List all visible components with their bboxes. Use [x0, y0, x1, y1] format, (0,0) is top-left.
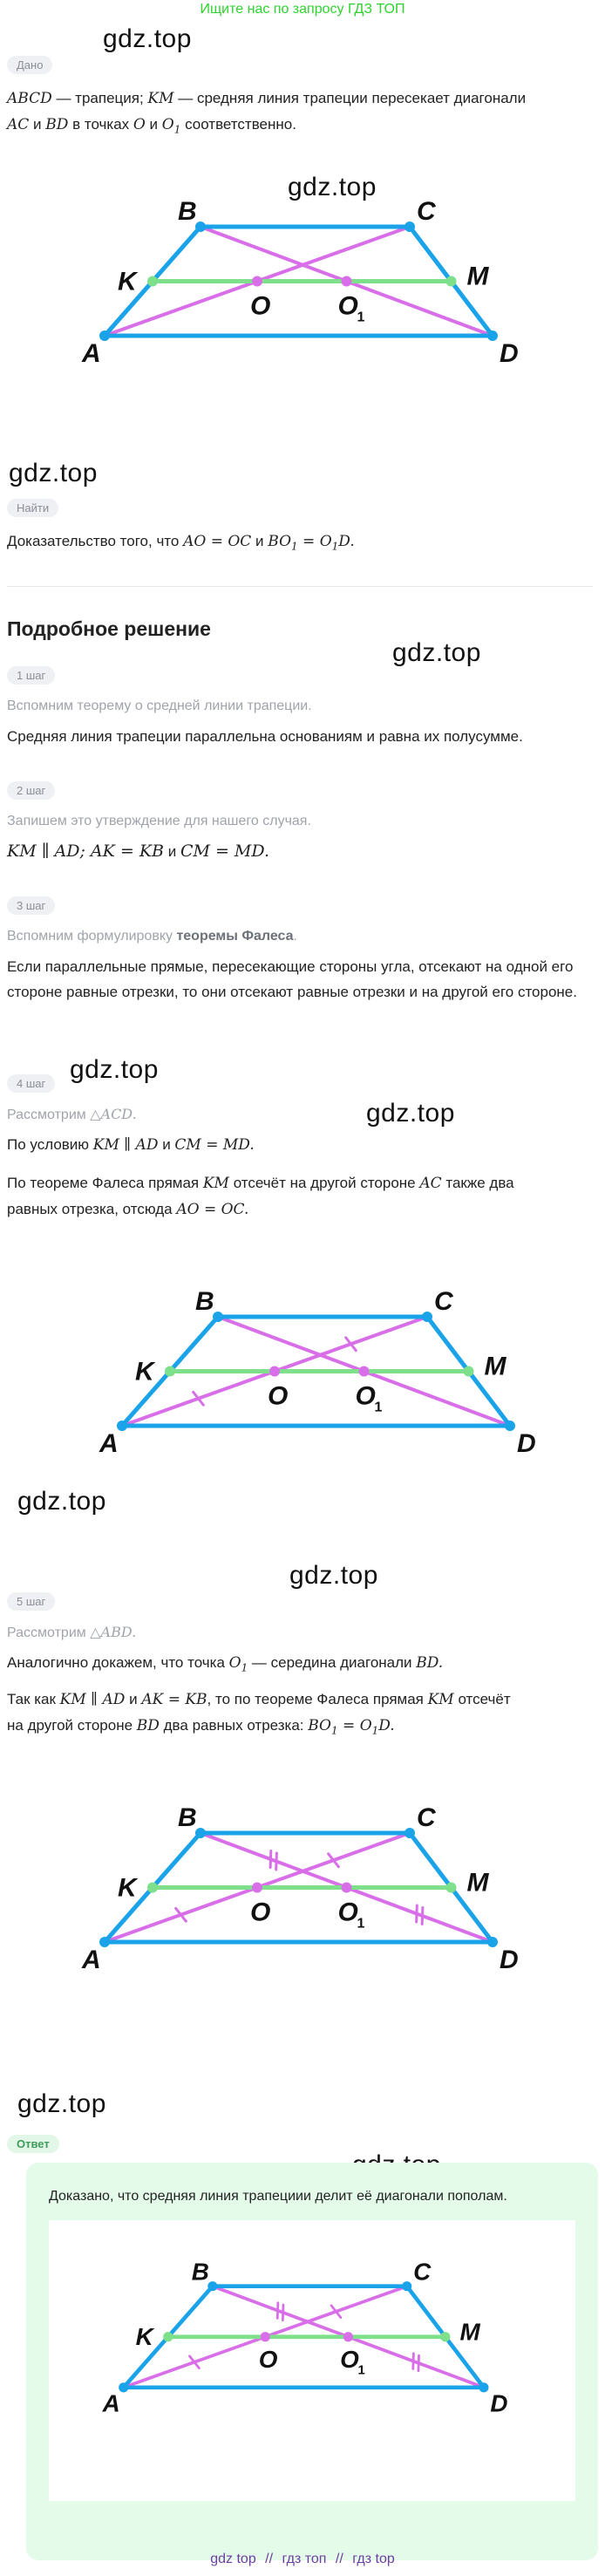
footer-separator: // — [265, 2552, 274, 2566]
find-text — [7, 528, 596, 559]
vertex-label-o: O — [258, 2346, 278, 2374]
text: и — [145, 116, 162, 133]
point-dot — [343, 2332, 353, 2341]
step-label: 3 шаг — [7, 896, 55, 915]
vertex-label-subscript: 1 — [357, 2363, 365, 2378]
math: BD — [136, 1717, 160, 1734]
footer-link[interactable]: гдз top — [352, 2552, 395, 2566]
vertex-label-a: A — [99, 1429, 119, 1458]
math: AC — [7, 116, 30, 133]
text: Вспомним формулировку — [7, 929, 177, 944]
watermark: gdz.top — [366, 1099, 455, 1128]
point-dot — [422, 1312, 432, 1322]
watermark: gdz.top — [70, 1055, 159, 1084]
point-dot — [487, 1937, 498, 1947]
text: теоремы Фалеса — [176, 929, 294, 944]
vertex-label-m: M — [484, 1352, 506, 1381]
step-note — [7, 1104, 137, 1126]
step-text — [7, 1132, 596, 1158]
step-label: 2 шаг — [7, 781, 55, 800]
step-note: Запишем это утверждение для нашего случая. — [7, 814, 311, 828]
math: O — [133, 116, 146, 133]
step-4-label-wrap — [7, 1074, 55, 1093]
math: BD. — [416, 1654, 444, 1672]
math: KM ∥ AD — [59, 1691, 126, 1708]
vertex-label-d: D — [490, 2389, 508, 2417]
math: = O — [337, 1717, 372, 1734]
answer-text: Доказано, что средняя линия трапециии делит её диагонали пополам. — [49, 2189, 507, 2204]
math: = O — [297, 533, 332, 550]
point-dot — [359, 1366, 370, 1377]
watermark: gdz.top — [288, 173, 377, 201]
step-text: Средняя линия трапеции параллельна основаниям и равна их полусумме. — [7, 728, 523, 745]
point-dot — [165, 1366, 175, 1377]
vertex-label-b: B — [178, 197, 197, 226]
math: △ABD. — [90, 1624, 137, 1640]
math: BO — [308, 1717, 331, 1734]
vertex-label-o1: O — [355, 1381, 376, 1411]
math: AO = OC — [183, 533, 252, 550]
vertex-label-a: A — [82, 339, 101, 368]
vertex-label-m: M — [459, 2318, 480, 2346]
point-dot — [207, 2281, 217, 2291]
vertex-label-d: D — [500, 1946, 519, 1974]
text: По условию — [7, 1136, 93, 1153]
watermark: gdz.top — [9, 459, 98, 487]
text: Аналогично докажем, что точка — [7, 1654, 229, 1671]
vertex-label-a: A — [102, 2389, 120, 2417]
point-dot — [342, 1883, 352, 1893]
step-2-label-wrap — [7, 781, 55, 800]
segment-tick — [417, 1905, 418, 1922]
step-note — [7, 926, 297, 947]
vertex-label-c: C — [417, 1803, 436, 1832]
watermark: gdz.top — [17, 2089, 106, 2118]
point-dot — [446, 1883, 457, 1893]
point-dot — [213, 1312, 223, 1322]
text: Рассмотрим — [7, 1107, 91, 1122]
footer-link[interactable]: гдз топ — [282, 2552, 327, 2566]
math: KM ∥ AD; AK = KB — [7, 842, 164, 861]
point-dot — [252, 1883, 262, 1893]
point-dot — [195, 1828, 206, 1838]
vertex-label-m: M — [466, 262, 489, 291]
trapezoid-diagram — [75, 2246, 528, 2456]
vertex-label-d: D — [517, 1429, 536, 1458]
step-text — [7, 1170, 596, 1223]
vertex-label-subscript: 1 — [374, 1400, 383, 1415]
text: и — [158, 1136, 175, 1153]
text: и — [163, 843, 180, 860]
segment-tick — [277, 2303, 278, 2319]
footer-link[interactable]: gdz top — [210, 2552, 256, 2566]
step-note — [7, 1622, 136, 1644]
point-dot — [505, 1421, 515, 1431]
watermark: gdz.top — [289, 1561, 378, 1590]
vertex-label-d: D — [500, 339, 519, 368]
point-dot — [119, 2382, 128, 2392]
vertex-label-c: C — [417, 197, 436, 226]
math: CM = MD. — [174, 1136, 255, 1154]
text: равных отрезка, отсюда — [7, 1201, 177, 1217]
find-section — [7, 499, 58, 517]
step-label: 4 шаг — [7, 1074, 55, 1093]
point-dot — [261, 2332, 270, 2341]
math: AO = OC. — [176, 1201, 249, 1218]
point-dot — [479, 2382, 488, 2392]
math: D. — [378, 1717, 395, 1734]
vertex-label-a: A — [82, 1946, 101, 1974]
point-dot — [402, 2281, 411, 2291]
answer-label-wrap — [7, 2135, 59, 2153]
point-dot — [440, 2332, 450, 2341]
point-dot — [99, 1937, 110, 1947]
step-5-label-wrap — [7, 1592, 55, 1611]
segment-tick — [270, 1851, 271, 1868]
given-text — [7, 85, 596, 142]
text: отсечёт на другой стороне — [228, 1175, 420, 1191]
vertex-label-b: B — [195, 1287, 214, 1316]
point-dot — [487, 331, 498, 341]
math: O — [161, 116, 174, 133]
trapezoid-diagram — [52, 1798, 540, 2007]
math: O — [228, 1654, 241, 1672]
vertex-label-c: C — [434, 1287, 453, 1316]
point-dot — [342, 276, 352, 287]
point-dot — [404, 221, 415, 232]
math: BD — [45, 116, 69, 133]
text: в точках — [68, 116, 133, 133]
text: на другой стороне — [7, 1717, 137, 1734]
vertex-label-subscript: 1 — [357, 310, 365, 325]
step-label: 5 шаг — [7, 1592, 55, 1611]
math: 1 — [173, 123, 181, 136]
point-dot — [446, 276, 457, 287]
point-dot — [163, 2332, 173, 2341]
solution-title: Подробное решение — [7, 617, 211, 640]
step-1-label-wrap — [7, 666, 55, 685]
point-dot — [464, 1366, 474, 1377]
text: , то по теореме Фалеса прямая — [207, 1691, 428, 1707]
vertex-label-k: K — [118, 267, 137, 296]
segment-tick — [418, 2355, 419, 2371]
vertex-label-o1: O — [337, 1898, 358, 1927]
vertex-label-m: M — [466, 1868, 489, 1898]
vertex-label-o: O — [268, 1381, 289, 1411]
math: BO — [268, 533, 292, 550]
vertex-label-o: O — [250, 291, 271, 321]
math: 1 — [331, 540, 339, 553]
step-text — [7, 1687, 596, 1743]
watermark: gdz.top — [17, 1487, 106, 1516]
text: . — [293, 929, 297, 944]
point-dot — [99, 331, 110, 341]
math: KM — [427, 1691, 454, 1708]
vertex-label-subscript: 1 — [357, 1916, 365, 1932]
math: △ACD. — [90, 1106, 137, 1122]
math: 1 — [291, 540, 298, 553]
vertex-label-k: K — [118, 1873, 137, 1903]
vertex-label-k: K — [135, 2323, 153, 2351]
math: KM — [202, 1175, 229, 1192]
vertex-label-b: B — [191, 2258, 209, 2286]
given-label: Дано — [7, 56, 52, 74]
point-dot — [404, 1828, 415, 1838]
point-dot — [252, 276, 262, 287]
text: два равных отрезка: — [159, 1717, 309, 1734]
math: KM — [147, 90, 174, 107]
text: соответственно. — [180, 116, 296, 133]
math: 1 — [241, 1661, 248, 1674]
point-dot — [147, 1883, 158, 1893]
math: CM = MD. — [180, 842, 269, 861]
given-section — [7, 56, 52, 74]
point-dot — [117, 1421, 127, 1431]
answer-label: Ответ — [7, 2135, 59, 2153]
text: и — [125, 1691, 142, 1707]
text: — трапеция; — [51, 90, 148, 106]
math: KM ∥ AD — [92, 1136, 159, 1154]
watermark: gdz.top — [103, 24, 192, 53]
trapezoid-diagram — [52, 192, 540, 401]
trapezoid-diagram — [70, 1282, 558, 1491]
math: ABCD — [7, 90, 52, 107]
point-dot — [269, 1366, 280, 1377]
step-text: Если параллельные прямые, пересекающие стороны угла, отсекают на одной его стороне равные отрезки, то они отсекают равные отрезки и на другой его стороне. — [7, 958, 577, 1000]
text: — середина диагонали — [248, 1654, 417, 1671]
footer-separator: // — [335, 2552, 343, 2566]
math: AK = KB — [141, 1691, 207, 1708]
vertex-label-o1: O — [340, 2346, 359, 2374]
step-text — [7, 1650, 596, 1680]
segment-tick — [413, 2354, 414, 2369]
segment-tick — [282, 2305, 283, 2320]
segment-tick — [422, 1907, 423, 1924]
vertex-label-c: C — [413, 2258, 432, 2286]
divider — [7, 586, 593, 587]
point-dot — [195, 221, 206, 232]
vertex-label-o1: O — [337, 291, 358, 321]
step-label: 1 шаг — [7, 666, 55, 685]
text: и — [251, 533, 269, 549]
math: AC — [419, 1175, 442, 1192]
text: отсечёт — [453, 1691, 511, 1707]
math: 1 — [371, 1724, 379, 1737]
text: Доказательство того, что — [7, 533, 184, 549]
math: 1 — [331, 1724, 338, 1737]
search-hint-link[interactable]: Ищите нас по запросу ГДЗ ТОП — [200, 2, 405, 17]
vertex-label-b: B — [178, 1803, 197, 1832]
vertex-label-k: K — [135, 1357, 154, 1387]
text: Так как — [7, 1691, 60, 1707]
text: По теореме Фалеса прямая — [7, 1175, 203, 1191]
vertex-label-o: O — [250, 1898, 271, 1927]
math: D. — [338, 533, 355, 550]
step-note: Вспомним теорему о средней линии трапеции. — [7, 699, 312, 713]
segment-tick — [276, 1853, 277, 1870]
step-formula — [7, 839, 596, 864]
text: и — [29, 116, 46, 133]
step-3-label-wrap — [7, 896, 55, 915]
text: также два — [441, 1175, 514, 1191]
footer-links — [0, 2552, 605, 2567]
text: — средняя линия трапеции пересекает диагонали — [173, 90, 527, 106]
watermark: gdz.top — [392, 638, 481, 667]
find-label: Найти — [7, 499, 58, 517]
point-dot — [147, 276, 158, 287]
text: Рассмотрим — [7, 1625, 91, 1640]
